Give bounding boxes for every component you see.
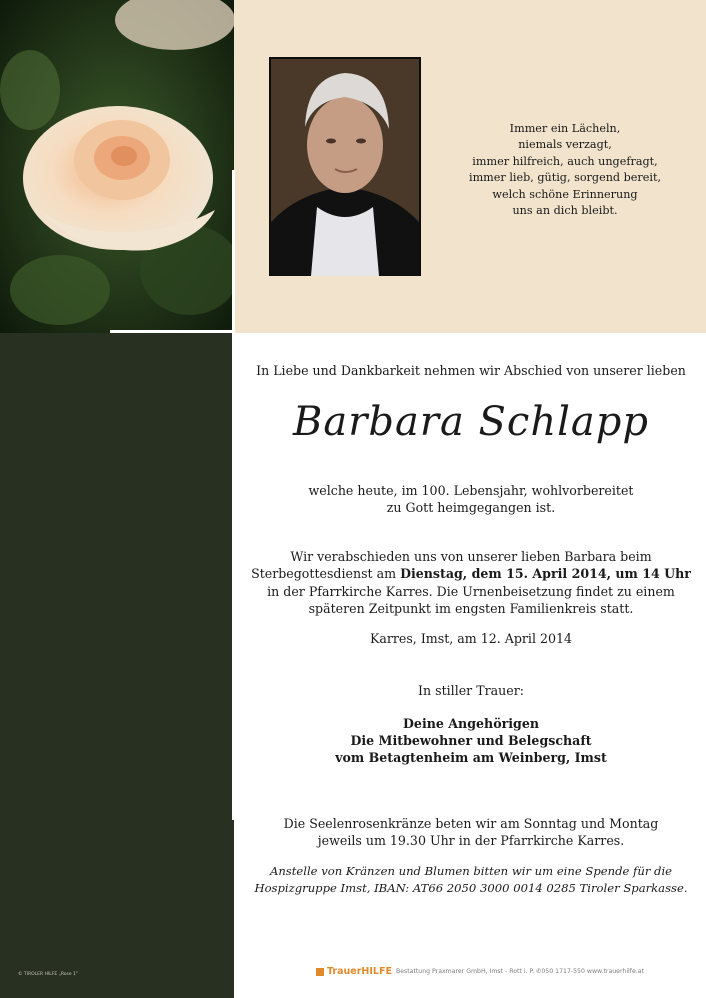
passing-line: zu Gott heimgegangen ist. bbox=[386, 500, 556, 516]
portrait-photo bbox=[269, 57, 421, 276]
rose-photo bbox=[0, 0, 234, 333]
footer-copyright: © TIROLER HILFE „Rose 1" bbox=[18, 972, 78, 977]
rosary-text bbox=[236, 815, 706, 850]
mourner-line: vom Betagtenheim am Weinberg, Imst bbox=[335, 750, 607, 765]
mourner-line: Deine Angehörigen bbox=[403, 716, 539, 731]
place-date: Karres, Imst, am 12. April 2014 bbox=[369, 631, 573, 646]
donation-line: Hospizgruppe Imst, IBAN: AT66 2050 3000 0014 0285 Tiroler Sparkasse. bbox=[254, 881, 688, 895]
cross-vertical-line bbox=[232, 170, 235, 820]
service-line: späteren Zeitpunkt im engsten Familienkreis statt. bbox=[308, 601, 634, 617]
service-datetime: Dienstag, dem 15. April 2014, um 14 Uhr bbox=[400, 566, 691, 582]
passing-line: welche heute, im 100. Lebensjahr, wohlvorbereitet bbox=[308, 483, 634, 498]
logo-icon bbox=[316, 968, 324, 976]
cross-horizontal-line bbox=[110, 330, 235, 333]
deceased-name: Barbara Schlapp bbox=[293, 399, 649, 445]
poem-line: Immer ein Lächeln, bbox=[509, 122, 621, 135]
service-prefix: Sterbegottesdienst am bbox=[251, 566, 401, 582]
service-line: Wir verabschieden uns von unserer lieben Barbara beim bbox=[290, 549, 652, 564]
service-line bbox=[236, 565, 706, 582]
poem-line: niemals verzagt, bbox=[518, 138, 612, 152]
donation-line: Anstelle von Kränzen und Blumen bitten wir um eine Spende für die bbox=[269, 864, 673, 878]
rosary-line: jeweils um 19.30 Uhr in der Pfarrkirche Karres. bbox=[317, 833, 625, 849]
footer bbox=[316, 966, 644, 977]
donation-text bbox=[236, 863, 706, 897]
poem-line: immer hilfreich, auch ungefragt, bbox=[472, 154, 658, 168]
rosary-line: Die Seelenrosenkränze beten wir am Sonntag und Montag bbox=[283, 816, 659, 831]
portrait-illustration bbox=[269, 57, 421, 276]
service-text bbox=[236, 548, 706, 618]
service-line: in der Pfarrkirche Karres. Die Urnenbeisetzung findet zu einem bbox=[267, 583, 675, 599]
mourners-list bbox=[236, 715, 706, 766]
poem-line: welch schöne Erinnerung bbox=[492, 187, 638, 201]
dark-side-panel bbox=[0, 333, 234, 998]
intro-text: In Liebe und Dankbarkeit nehmen wir Abschied von unserer lieben bbox=[256, 363, 686, 378]
poem bbox=[440, 121, 690, 219]
poem-line: uns an dich bleibt. bbox=[512, 204, 618, 218]
grief-label: In stiller Trauer: bbox=[418, 683, 524, 698]
rose-illustration bbox=[0, 0, 234, 333]
mourner-line: Die Mitbewohner und Belegschaft bbox=[350, 733, 592, 748]
footer-text: Bestattung Praxmarer GmbH, Imst - Rott i. P. ✆050 1717-550 www.trauerhilfe.at bbox=[395, 968, 644, 975]
footer-logo: TrauerHILFE bbox=[327, 966, 392, 977]
poem-line: immer lieb, gütig, sorgend bereit, bbox=[469, 171, 661, 185]
passing-text bbox=[236, 482, 706, 517]
